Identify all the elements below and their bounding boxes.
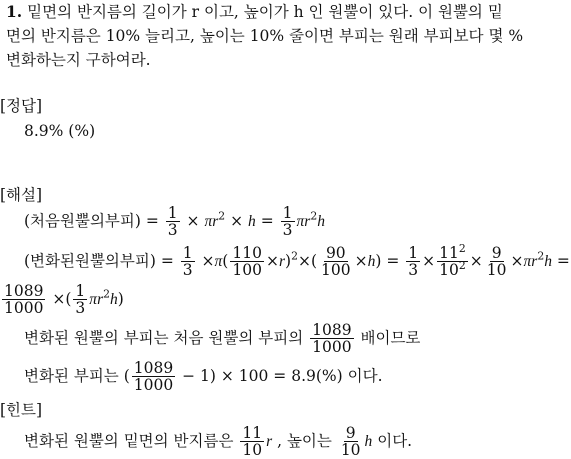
problem-line-1: 밑면의 반지름의 길이가 r 이고, 높이가 h 인 원뿔이 있다. 이 원뿔의 밑 (27, 3, 503, 21)
hint-middle: , 높이는 (277, 431, 332, 450)
fraction: $\frac{1089}{1000}$ (312, 321, 352, 357)
fraction: $\frac{11}{10}$ (242, 424, 263, 459)
sentence-ratio-start: 변화된 원뿔의 부피는 처음 원뿔의 부피의 (24, 328, 304, 347)
fraction: $\frac{110}{100}$ (232, 244, 262, 280)
hint-start: 변화된 원뿔의 밑면의 반지름은 (24, 431, 234, 450)
solution-step-changed-volume: (변화된원뿔의부피) = $\frac{1}{3}$ ×π( $\frac{110}{100}$ ×r)$^2$×( $\frac{90}{100}$ ×h) = $\frac{1}{3}$ × $\frac{11^2}{10^2}$ × $\frac{9}{10}$ $\times\pi r^2h$ = (24, 241, 570, 280)
fraction: $\frac{1}{3}$ (182, 244, 193, 280)
sentence-ratio-end: 배이므로 (360, 328, 421, 347)
fraction: $\frac{1}{3}$ (282, 204, 293, 240)
solution-header: [해설] (0, 186, 43, 204)
fraction: $\frac{90}{100}$ (321, 244, 351, 280)
fraction: $\frac{9}{10}$ (486, 244, 507, 280)
hint-end: 이다. (377, 431, 413, 450)
problem-line-3: 변화하는지 구하여라. (6, 51, 151, 69)
label-original-volume: (처음원뿔의부피) (24, 211, 141, 230)
answer-value: 8.9% (%) (24, 122, 96, 140)
answer-header: [정답] (0, 97, 43, 115)
sentence-change-end: 이다. (347, 366, 383, 385)
problem-number: 1. (6, 2, 23, 21)
solution-sentence-change: 변화된 부피는 ( $\frac{1089}{1000}$ − 1) × 100 = 8.9(%) 이다. (24, 359, 383, 395)
solution-step-original-volume: (처음원뿔의부피) = $\frac{1}{3}$ × $\pi r^2 \times h$ = $\frac{1}{3}$ $\pi r^2h$ (24, 204, 325, 240)
solution-sentence-ratio (24, 322, 420, 356)
solution-step-changed-volume-cont: $\frac{1089}{1000}$ ×( $\frac{1}{3}$ $\pi r^2h$) (4, 282, 124, 318)
sentence-change-start: 변화된 부피는 (24, 366, 119, 385)
hint-sentence: 변화된 원뿔의 밑면의 반지름은 $\frac{11}{10}$ r , 높이는 $\frac{9}{10}$ h 이다. (24, 424, 413, 459)
fraction: $\frac{1}{3}$ (408, 244, 419, 280)
fraction: $\frac{1}{3}$ (75, 282, 86, 318)
fraction: $\frac{1089}{1000}$ (133, 359, 174, 395)
problem-statement (6, 2, 503, 22)
problem-line-2: 면의 반지름은 10% 늘리고, 높이는 10% 줄이면 부피는 원래 부피보다 몇 % (6, 27, 524, 45)
fraction: $\frac{11^2}{10^2}$ (439, 241, 466, 280)
fraction: $\frac{1}{3}$ (167, 204, 178, 240)
fraction: $\frac{9}{10}$ (340, 424, 361, 459)
fraction: $\frac{1089}{1000}$ (4, 282, 44, 318)
label-changed-volume: (변화된원뿔의부피) (24, 251, 156, 270)
hint-header: [힌트] (0, 401, 43, 419)
